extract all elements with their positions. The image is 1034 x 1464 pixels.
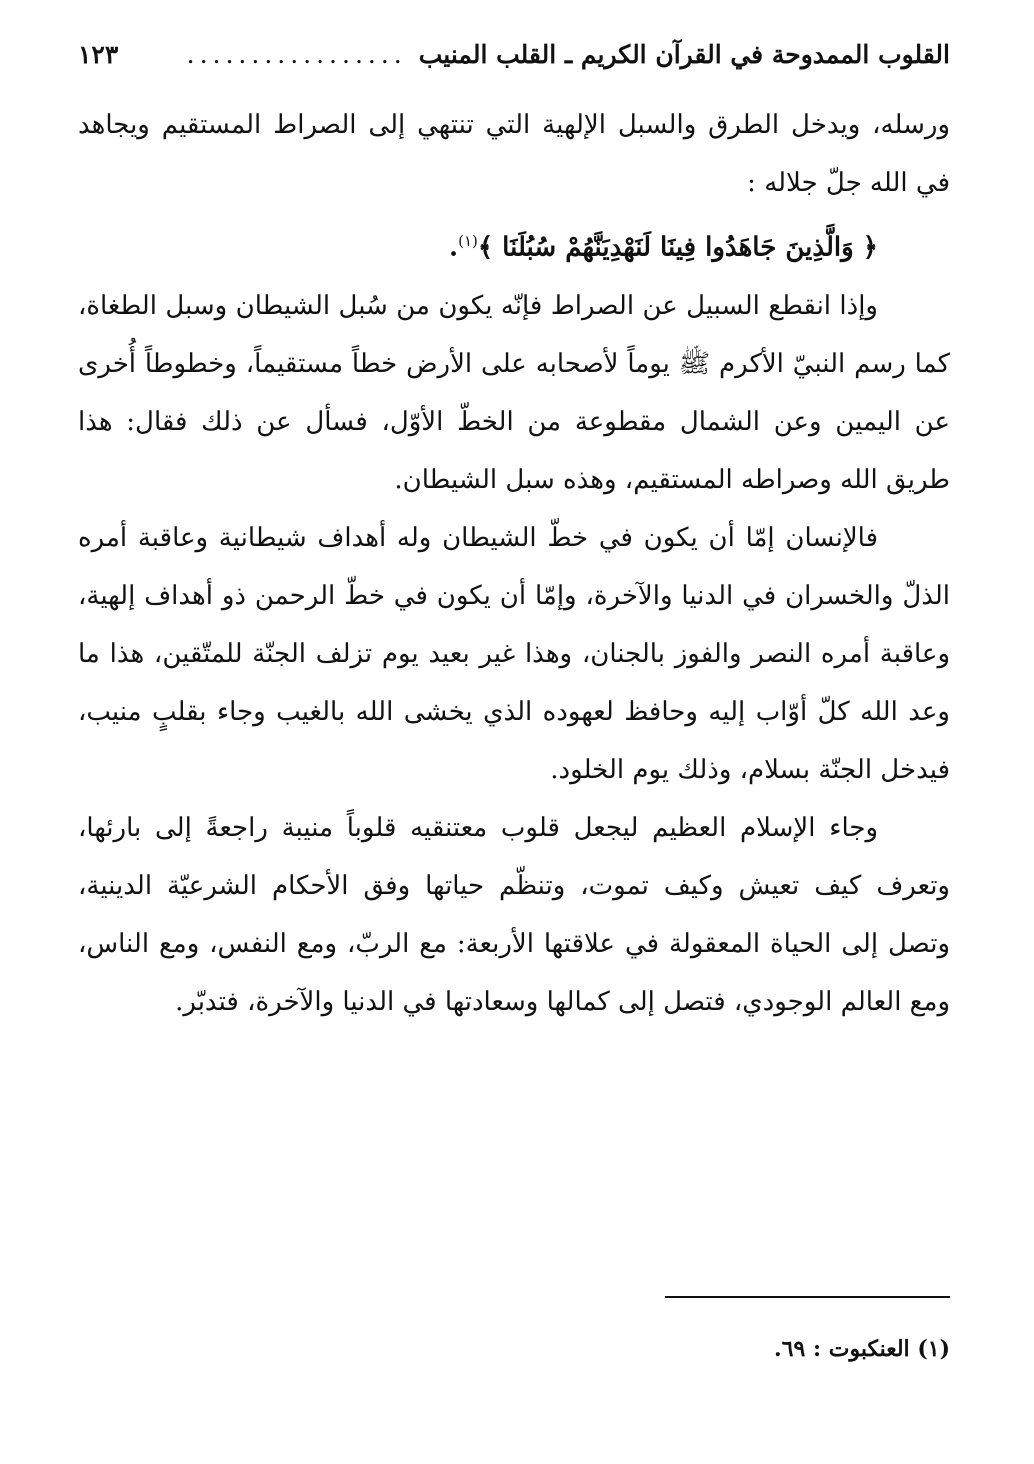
paragraph-2: وإذا انقطع السبيل عن الصراط فإنّه يكون من سُبل الشيطان وسبل الطغاة، كما رسم النبيّ الأكرم ﷺ يوماً لأصحابه على الأرض خطاً مستقيماً، وخطوطاً أُخرى عن اليمين وعن الشمال مقطوعة من الخطّ الأوّل، فسأل عن ذلك فقال: هذا طريق الله وصراطه المستقيم، وهذه سبل الشيطان. [78,290,950,495]
header-leader-dots: ................. [186,40,407,69]
paragraph-3: فالإنسان إمّا أن يكون في خطّ الشيطان وله أهداف شيطانية وعاقبة أمره الذلّ والخسران في الدنيا والآخرة، وإمّا أن يكون في خطّ الرحمن ذو أهداف إلهية، وعاقبة أمره النصر والفوز بالجنان، وهذا غير بعيد يوم تزلف الجنّة للمتّقين، هذا ما وعد الله كلّ أوّاب إليه وحافظ لعهوده الذي يخشى الله بالغيب وجاء بقلبٍ منيب، فيدخل الجنّة بسلام، وذلك يوم الخلود. [78,522,950,785]
quran-verse [78,212,950,277]
footnote-divider [665,1296,950,1298]
page-number: ١٢٣ [78,40,119,69]
header-title: القلوب الممدوحة في القرآن الكريم ـ القلب المنيب [418,40,950,69]
paragraph-1: ورسله، ويدخل الطرق والسبل الإلهية التي تنتهي إلى الصراط المستقيم ويجاهد في الله جلّ جلاله : [78,110,950,198]
verse-end-mark: . [449,232,459,263]
paragraph-4: وجاء الإسلام العظيم ليجعل قلوب معتنقيه قلوباً منيبة راجعةً إلى بارئها، وتعرف كيف تعيش وكيف تموت، وتنظّم حياتها وفق الأحكام الشرعيّة الدينية، وتصل إلى الحياة المعقولة في علاقتها الأربعة: مع الربّ، ومع النفس، ومع الناس، ومع العالم الوجودي، فتصل إلى كمالها وسعادتها في الدنيا والآخرة، فتدبّر. [78,812,950,1017]
book-page [78,40,950,1420]
running-header [78,40,950,96]
footnote: (١) العنكبوت : ٦٩. [773,1336,950,1362]
main-text [78,96,950,1031]
footnote-marker[interactable]: (١) [458,232,478,250]
verse-text: ﴿ وَالَّذِينَ جَاهَدُوا فِينَا لَنَهْدِيَنَّهُمْ سُبُلَنَا ﴾ [477,232,878,263]
